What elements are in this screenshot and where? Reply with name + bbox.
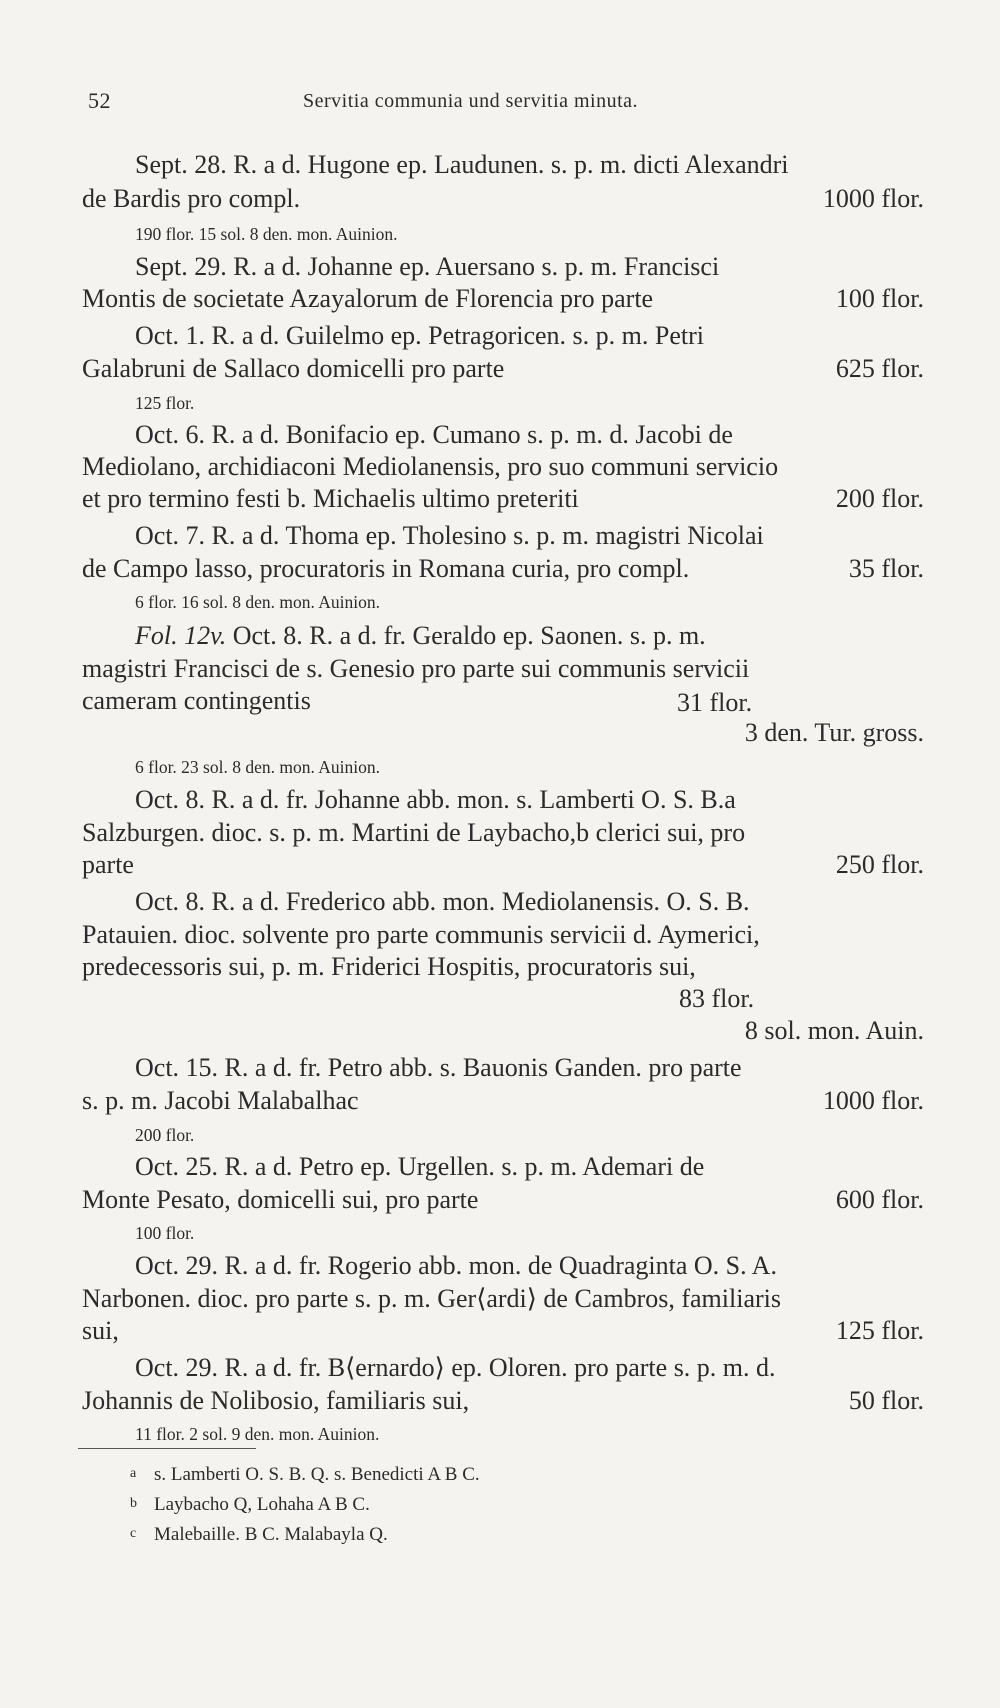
entry-line: Oct. 29. R. a d. fr. Rogerio abb. mon. de Quadraginta O. S. A. <box>135 1251 777 1280</box>
entry-line: parte 250 flor. <box>82 850 924 879</box>
entry-line: Narbonen. dioc. pro parte s. p. m. Ger⟨ardi⟩ de Cambros, familiaris <box>82 1284 781 1313</box>
entry-amount: 625 flor. <box>835 354 924 383</box>
minuta-line: 11 flor. 2 sol. 9 den. mon. Auinion. <box>135 1424 380 1444</box>
entry-line: sui, 125 flor. <box>82 1316 924 1345</box>
entry-amount: 83 flor. <box>679 984 755 1013</box>
entry-amount: 125 flor. <box>835 1316 924 1345</box>
footnote-divider <box>78 1448 256 1449</box>
footnote: c Malebaille. B C. Malabayla Q. <box>130 1524 388 1545</box>
entry-amount: 1000 flor. <box>822 1086 924 1115</box>
entry-line: predecessoris sui, p. m. Friderici Hospitis, procuratoris sui, <box>82 952 696 981</box>
entry-line: Johannis de Nolibosio, familiaris sui, 50 flor. <box>82 1386 924 1415</box>
page-header <box>88 88 924 118</box>
entry-line: et pro termino festi b. Michaelis ultimo preteriti 200 flor. <box>82 484 924 513</box>
entry-line: Sept. 29. R. a d. Johanne ep. Auersano s. p. m. Francisci <box>135 252 720 281</box>
entry-amount: 100 flor. <box>835 284 924 313</box>
entry-amount: 50 flor. <box>848 1386 924 1415</box>
minuta-line: 190 flor. 15 sol. 8 den. mon. Auinion. <box>135 224 398 244</box>
entry-line: Oct. 6. R. a d. Bonifacio ep. Cumano s. p. m. d. Jacobi de <box>135 420 733 449</box>
entry-amount: 200 flor. <box>835 484 924 513</box>
footnote: b Laybacho Q, Lohaha A B C. <box>130 1494 370 1515</box>
entry-amount-extra: 8 sol. mon. Auin. <box>744 1016 924 1045</box>
entry-amount: 31 flor. <box>677 688 753 717</box>
entry-line: de Campo lasso, procuratoris in Romana curia, pro compl. 35 flor. <box>82 554 924 583</box>
page-number: 52 <box>88 88 111 113</box>
minuta-line: 125 flor. <box>135 393 195 413</box>
entry-line: Oct. 15. R. a d. fr. Petro abb. s. Bauonis Ganden. pro parte <box>135 1053 742 1082</box>
running-title: Servitia communia und servitia minuta. <box>303 90 639 112</box>
entry-line: Oct. 29. R. a d. fr. B⟨ernardo⟩ ep. Oloren. pro parte s. p. m. d. <box>135 1353 776 1382</box>
entry-line: Patauien. dioc. solvente pro parte communis servicii d. Aymerici, <box>82 920 760 949</box>
minuta-line: 100 flor. <box>135 1223 195 1243</box>
footnote-mark: a <box>130 1466 137 1481</box>
entry-line: Oct. 7. R. a d. Thoma ep. Tholesino s. p. m. magistri Nicolai <box>135 521 764 550</box>
entry-line: Oct. 8. R. a d. fr. Johanne abb. mon. s. Lamberti O. S. B.a <box>135 785 736 814</box>
entry-line: de Bardis pro compl. 1000 flor. <box>82 184 924 213</box>
entry-line: Fol. 12v. Oct. 8. R. a d. fr. Geraldo ep. Saonen. s. p. m. <box>135 621 706 650</box>
entry-amount: 1000 flor. <box>822 184 924 213</box>
entry-amount: 35 flor. <box>848 554 924 583</box>
footnote-mark: b <box>130 1496 137 1511</box>
folio-marker: Fol. 12v. <box>135 621 227 650</box>
entry-line: Galabruni de Sallaco domicelli pro parte 625 flor. <box>82 354 924 383</box>
entry-line: s. p. m. Jacobi Malabalhac 1000 flor. <box>82 1086 924 1115</box>
entry-line: Oct. 1. R. a d. Guilelmo ep. Petragoricen. s. p. m. Petri <box>135 321 705 350</box>
minuta-line: 6 flor. 16 sol. 8 den. mon. Auinion. <box>135 592 380 612</box>
entry-line: cameram contingentis 31 flor. <box>82 686 753 717</box>
entry-line: Sept. 28. R. a d. Hugone ep. Laudunen. s. p. m. dicti Alexandri <box>135 150 789 179</box>
entry-line: Oct. 25. R. a d. Petro ep. Urgellen. s. p. m. Ademari de <box>135 1152 705 1181</box>
entry-line: Monte Pesato, domicelli sui, pro parte 600 flor. <box>82 1185 924 1214</box>
entry-line: Mediolano, archidiaconi Mediolanensis, pro suo communi servicio <box>82 452 779 481</box>
minuta-line: 200 flor. <box>135 1125 195 1145</box>
minuta-line: 6 flor. 23 sol. 8 den. mon. Auinion. <box>135 757 380 777</box>
entry-line: Oct. 8. R. a d. Frederico abb. mon. Mediolanensis. O. S. B. <box>135 887 750 916</box>
footnote: a s. Lamberti O. S. B. Q. s. Benedicti A B C. <box>130 1464 480 1485</box>
entry-line: Montis de societate Azayalorum de Florencia pro parte 100 flor. <box>82 284 924 313</box>
entry-line: Salzburgen. dioc. s. p. m. Martini de Laybacho,b clerici sui, pro <box>82 818 746 847</box>
footnote-mark: c <box>130 1526 137 1541</box>
entry-line: magistri Francisci de s. Genesio pro parte sui communis servicii <box>82 654 750 683</box>
entry-amount: 600 flor. <box>835 1185 924 1214</box>
entry-amount-extra: 3 den. Tur. gross. <box>744 718 924 747</box>
entry-amount: 250 flor. <box>835 850 924 879</box>
